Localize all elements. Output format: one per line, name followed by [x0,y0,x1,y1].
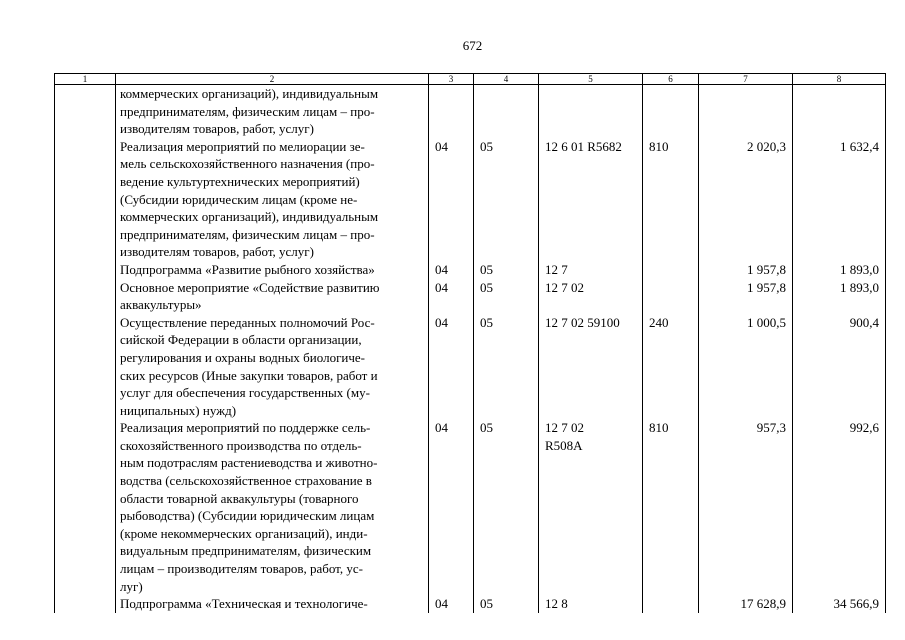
section-code-cell: 04 [429,261,474,279]
description-cell [116,314,429,420]
target-article-line: 12 7 02 [545,420,584,436]
amount-col7-cell: 2 020,3 [699,138,793,261]
subsection-code-cell: 05 [474,419,539,595]
column-header: 6 [643,74,699,85]
description-line: Основное мероприятие «Содействие развитию [120,279,380,295]
description-line: скохозяйственного производства по отдель- [120,437,362,453]
amount-col7-cell: 957,3 [699,419,793,595]
target-article-line: 12 7 02 [545,279,584,295]
expense-type-cell [643,85,699,138]
target-article-cell [539,279,643,314]
target-article-cell [539,314,643,420]
expense-type-cell: 810 [643,138,699,261]
row-number-cell [55,138,116,261]
section-code-cell [429,85,474,138]
description-line: мель сельскохозяйственного назначения (про- [120,156,375,172]
row-number-cell [55,85,116,138]
section-code-cell: 04 [429,279,474,314]
amount-col7-cell [699,85,793,138]
amount-col7-cell: 1 957,8 [699,261,793,279]
subsection-code-cell: 05 [474,279,539,314]
amount-col8-cell: 1 893,0 [793,279,886,314]
table-row [55,595,886,613]
description-cell [116,138,429,261]
description-line: ведение культуртехнических мероприятий) [120,173,360,189]
description-line: рыбоводства) (Субсидии юридическим лицам [120,508,375,524]
amount-col7-cell: 17 628,9 [699,595,793,613]
amount-col7-cell: 1 957,8 [699,279,793,314]
description-line: ниципальных) нужд) [120,402,237,418]
table-header-row [55,74,886,85]
section-code-cell: 04 [429,419,474,595]
subsection-code-cell: 05 [474,595,539,613]
description-cell [116,261,429,279]
description-line: водства (сельскохозяйственное страхование в [120,473,372,489]
description-line: изводителям товаров, работ, услуг) [120,121,314,137]
amount-col8-cell: 900,4 [793,314,886,420]
description-line: Реализация мероприятий по мелиорации зе- [120,138,365,154]
description-line: Осуществление переданных полномочий Рос- [120,314,375,330]
section-code-cell: 04 [429,595,474,613]
column-header: 7 [699,74,793,85]
description-line: Подпрограмма «Техническая и технологиче- [120,596,368,612]
description-line: (Субсидии юридическим лицам (кроме не- [120,191,358,207]
description-line: видуальным предпринимателям, физическим [120,543,372,559]
expense-type-cell [643,279,699,314]
description-line: предпринимателям, физическим лицам – про- [120,103,375,119]
target-article-line: 12 7 02 59100 [545,314,620,330]
column-header: 2 [116,74,429,85]
description-line: Реализация мероприятий по поддержке сель- [120,420,371,436]
section-code-cell: 04 [429,314,474,420]
description-line: коммерческих организаций), индивидуальным [120,209,379,225]
table-row [55,314,886,420]
target-article-cell [539,595,643,613]
subsection-code-cell [474,85,539,138]
description-line: (кроме некоммерческих организаций), инди- [120,525,368,541]
amount-col8-cell: 1 632,4 [793,138,886,261]
table-body [55,85,886,613]
description-line: регулирования и охраны водных биологиче- [120,349,365,365]
table-row [55,419,886,595]
subsection-code-cell: 05 [474,138,539,261]
description-cell [116,419,429,595]
amount-col8-cell: 34 566,9 [793,595,886,613]
amount-col7-cell: 1 000,5 [699,314,793,420]
column-header: 4 [474,74,539,85]
row-number-cell [55,419,116,595]
amount-col8-cell: 1 893,0 [793,261,886,279]
description-cell [116,85,429,138]
description-line: предпринимателям, физическим лицам – про- [120,226,375,242]
target-article-cell [539,85,643,138]
target-article-cell [539,138,643,261]
table-row [55,279,886,314]
target-article-line: 12 8 [545,596,568,612]
column-header: 1 [55,74,116,85]
description-line: коммерческих организаций), индивидуальным [120,86,379,101]
amount-col8-cell [793,85,886,138]
column-header: 8 [793,74,886,85]
target-article-line: 12 7 [545,261,568,277]
section-code-cell: 04 [429,138,474,261]
description-line: изводителям товаров, работ, услуг) [120,244,314,260]
description-line: ным подотраслям растениеводства и животно- [120,455,378,471]
target-article-line: R508A [545,437,583,453]
description-line: услуг для обеспечения государственных (му- [120,385,370,401]
description-cell [116,279,429,314]
table-row [55,261,886,279]
target-article-line: 12 6 01 R5682 [545,138,622,154]
row-number-cell [55,261,116,279]
budget-table [54,73,886,613]
row-number-cell [55,279,116,314]
row-number-cell [55,314,116,420]
amount-col8-cell: 992,6 [793,419,886,595]
description-line: луг) [120,578,143,594]
row-number-cell [55,595,116,613]
subsection-code-cell: 05 [474,261,539,279]
column-header: 3 [429,74,474,85]
expense-type-cell [643,595,699,613]
description-line: лицам – производителям товаров, работ, ус- [120,561,363,577]
description-line: сийской Федерации в области организации, [120,332,362,348]
description-line: ских ресурсов (Иные закупки товаров, работ и [120,367,378,383]
description-line: Подпрограмма «Развитие рыбного хозяйства» [120,261,375,277]
table-row [55,85,886,138]
target-article-cell [539,261,643,279]
expense-type-cell [643,261,699,279]
target-article-cell [539,419,643,595]
description-line: аквакультуры» [120,297,202,313]
page-number: 672 [462,38,483,53]
expense-type-cell: 810 [643,419,699,595]
expense-type-cell: 240 [643,314,699,420]
subsection-code-cell: 05 [474,314,539,420]
table-row [55,138,886,261]
description-line: области товарной аквакультуры (товарного [120,490,359,506]
description-cell [116,595,429,613]
column-header: 5 [539,74,643,85]
